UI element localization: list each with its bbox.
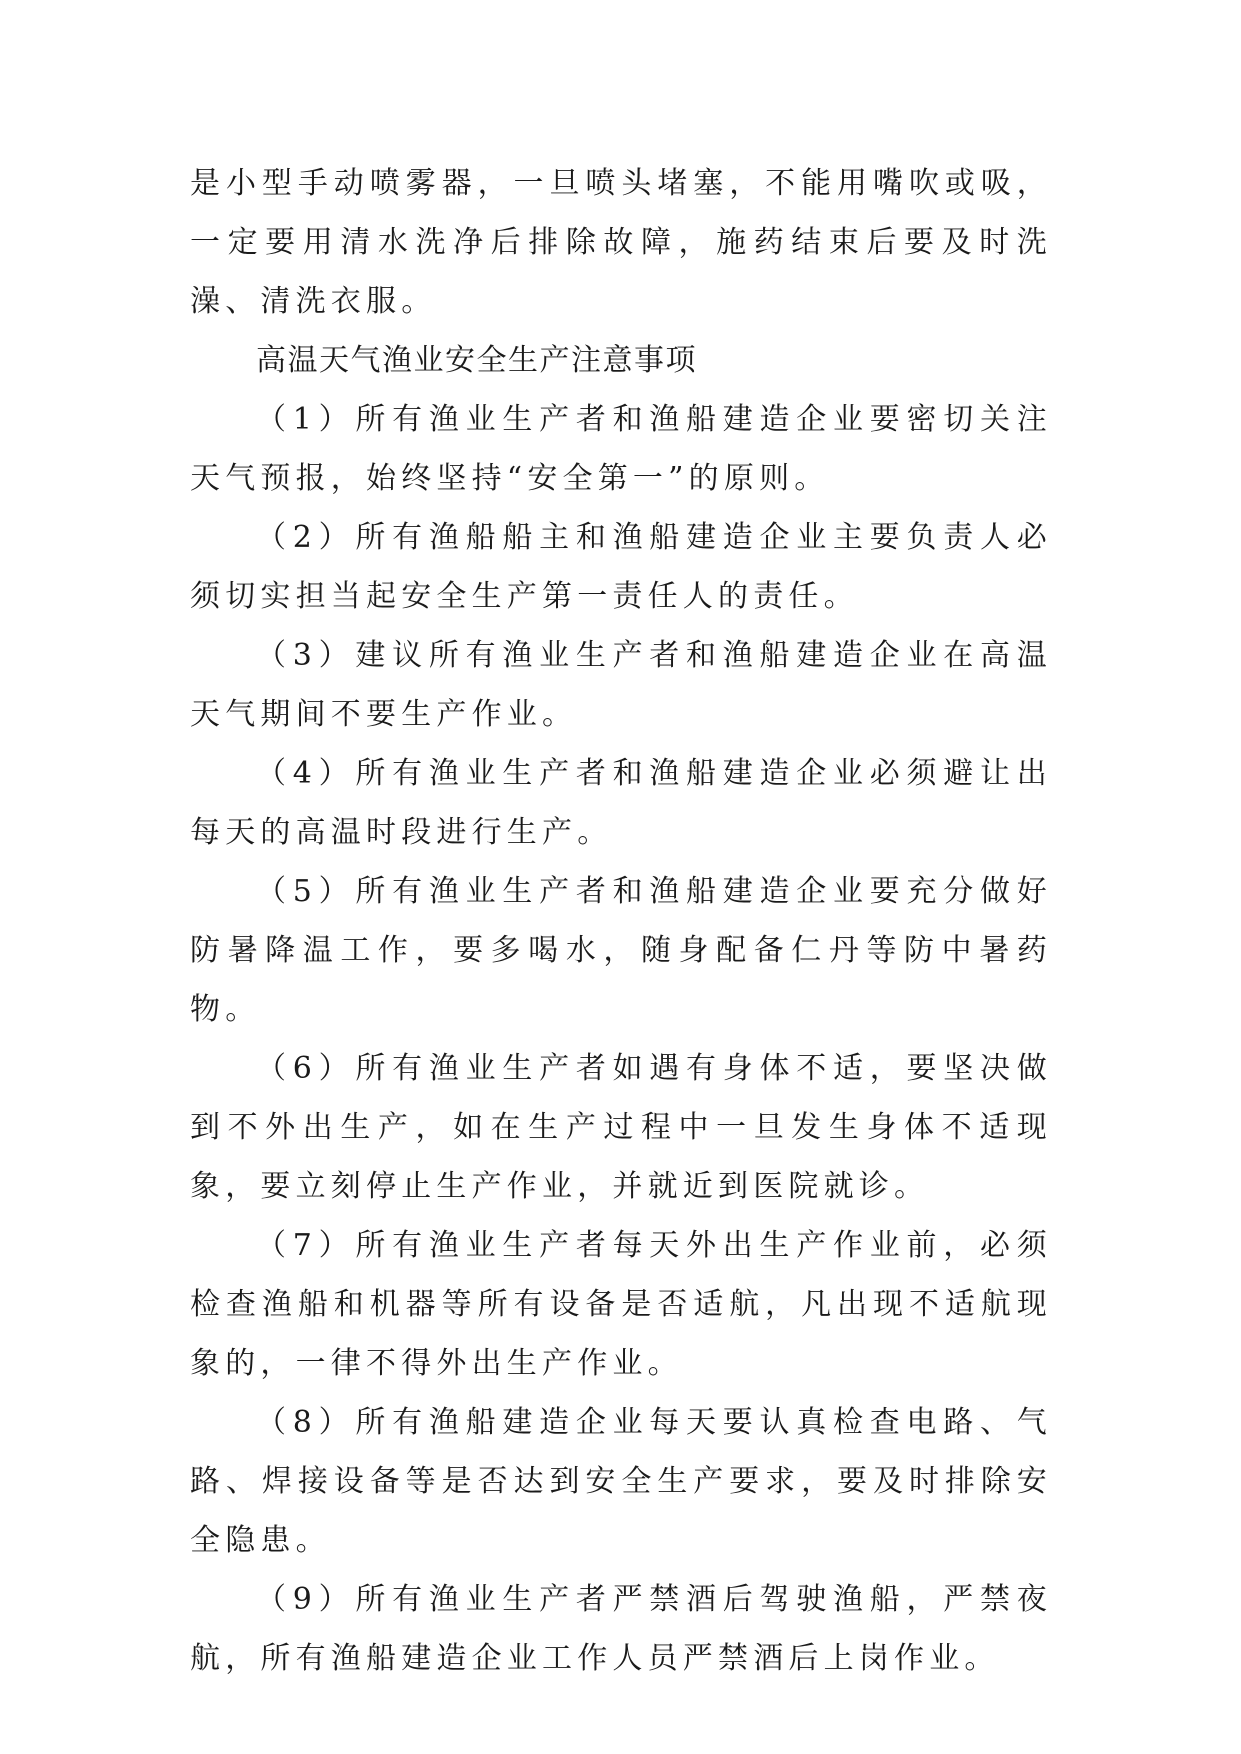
paragraph-continuation: 是小型手动喷雾器，一旦喷头堵塞，不能用嘴吹或吸，一定要用清水洗净后排除故障，施药结束后要及时洗澡、清洗衣服。	[190, 166, 1052, 319]
list-item-2: （2）所有渔船船主和渔船建造企业主要负责人必须切实担当起安全生产第一责任人的责任。	[190, 520, 1052, 614]
list-item-8: （8）所有渔船建造企业每天要认真检查电路、气路、焊接设备等是否达到安全生产要求，要及时排除安全隐患。	[190, 1405, 1052, 1558]
list-item-3: （3）建议所有渔业生产者和渔船建造企业在高温天气期间不要生产作业。	[190, 638, 1052, 732]
section-heading: 高温天气渔业安全生产注意事项	[256, 343, 697, 378]
list-item-9: （9）所有渔业生产者严禁酒后驾驶渔船，严禁夜航，所有渔船建造企业工作人员严禁酒后上岗作业。	[190, 1582, 1052, 1676]
list-item-5: （5）所有渔业生产者和渔船建造企业要充分做好防暑降温工作，要多喝水，随身配备仁丹等防中暑药物。	[190, 874, 1052, 1027]
list-item-1: （1）所有渔业生产者和渔船建造企业要密切关注天气预报，始终坚持“安全第一”的原则。	[190, 402, 1052, 496]
document-body	[190, 154, 1052, 1688]
list-item-4: （4）所有渔业生产者和渔船建造企业必须避让出每天的高温时段进行生产。	[190, 756, 1052, 850]
list-item-7: （7）所有渔业生产者每天外出生产作业前，必须检查渔船和机器等所有设备是否适航，凡出现不适航现象的，一律不得外出生产作业。	[190, 1228, 1052, 1381]
list-item-6: （6）所有渔业生产者如遇有身体不适，要坚决做到不外出生产，如在生产过程中一旦发生身体不适现象，要立刻停止生产作业，并就近到医院就诊。	[190, 1051, 1052, 1204]
